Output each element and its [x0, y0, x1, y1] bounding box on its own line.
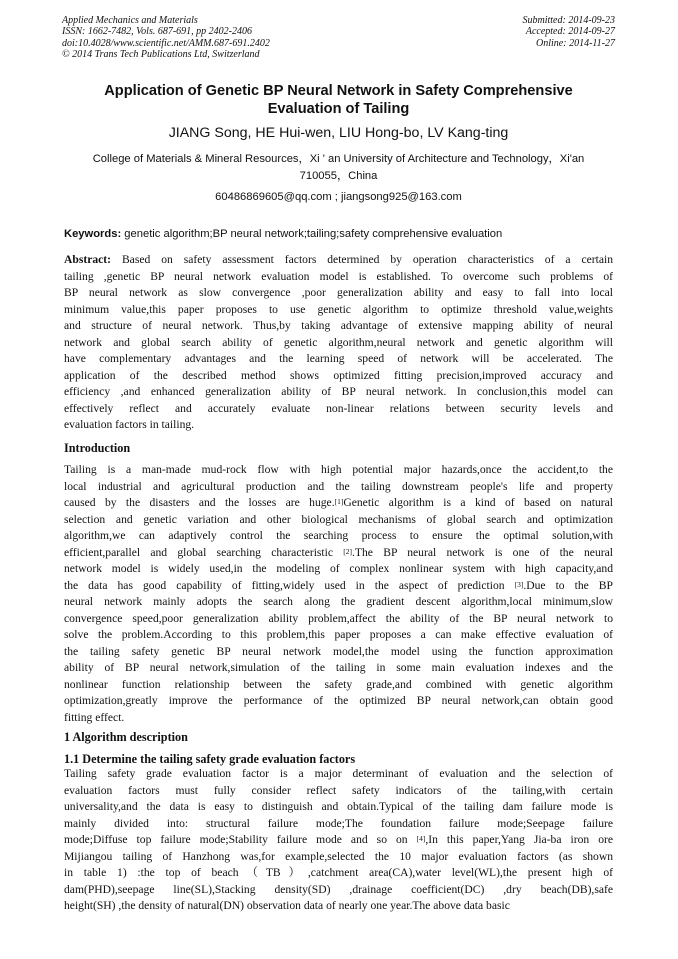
- citation-ref[interactable]: [1]: [334, 497, 344, 506]
- body-line: optimization,greatly improve the performance of the optimized BP neural network,can obtain good: [64, 694, 613, 707]
- body-line: height(SH) ,the density of natural(DN) observation data of nearly one year.The above data basic: [64, 899, 510, 912]
- authors: JIANG Song, HE Hui-wen, LIU Hong-bo, LV Kang-ting: [168, 125, 509, 141]
- abstract-text: Based on safety assessment factors determined by operation characteristics of a certain: [111, 253, 613, 266]
- abstract-line: effectively reflect and accurately evaluate non-linear relations between security levels and: [64, 401, 613, 415]
- body-text: .Due to the BP: [523, 578, 613, 592]
- accepted-date: Accepted: 2014-09-27: [525, 26, 615, 38]
- body-line: Tailing safety grade evaluation factor is a major determinant of evaluation and the selection of: [64, 767, 613, 780]
- introduction-heading: Introduction: [64, 441, 131, 455]
- journal-name: Applied Mechanics and Materials: [62, 15, 198, 26]
- keywords-text: genetic algorithm;BP neural network;tailing;safety comprehensive evaluation: [121, 228, 503, 240]
- body-line: Mijiangou tailing of Hanzhong was,for example,selected the 10 major evaluation factors (as shown: [64, 849, 613, 863]
- body-line: universality,and the data is easy to distinguish and obtain.Typical of the tailing dam failure mode is: [64, 800, 613, 813]
- issn-line: ISSN: 1662-7482, Vols. 687-691, pp 2402-2406: [62, 26, 252, 38]
- keywords: [64, 227, 617, 241]
- abstract-line: efficiency ,and enhanced generalization ability of BP neural network. In conclusion,this model can: [64, 385, 613, 398]
- dates-header: [523, 15, 616, 49]
- abstract-line: tailing ,genetic BP neural network evaluation model is established. To overcome such problems of: [64, 269, 613, 283]
- body-line: neural network mainly adopts the search along the gradient descent algorithm,local minimum,slow: [64, 595, 613, 608]
- title-line: Application of Genetic BP Neural Network in Safety Comprehensive: [104, 83, 573, 99]
- body-line: evaluation factors must fully consider reflect safety indicators of the tailing,with certain: [64, 783, 613, 797]
- online-date: Online: 2014-11-27: [536, 37, 615, 49]
- body-line: the tailing safety genetic BP neural network model,the model using the function approximation: [64, 644, 613, 658]
- body-text: caused by the disasters and the losses are huge.: [64, 496, 335, 509]
- body-line: mainly divided into: structural failure mode;The foundation failure mode;Seepage failure: [64, 816, 613, 830]
- abstract-line: have complementary advantages and the learning speed of network will be accelerated. The: [64, 352, 613, 365]
- author-emails: 60486869605@qq.com ; jiangsong925@163.com: [215, 191, 462, 203]
- citation-ref[interactable]: [2]: [343, 546, 353, 556]
- abstract-line: network and global search ability of genetic algorithm,neural network and genetic algorithm will: [64, 335, 613, 349]
- abstract-line: minimum value,this paper proposes to use genetic algorithm to optimize threshold value,weights: [64, 302, 613, 316]
- body-line: [64, 495, 613, 512]
- affiliation-line: College of Materials & Mineral Resources，Xi ' an University of Architecture and Technology，Xi'an: [92, 153, 585, 165]
- body-line: ability of BP neural network,simulation of the tailing in some main evaluation indexes and the: [64, 661, 613, 674]
- body-line: solve the problem.According to this problem,this paper proposes a can make effective evaluation of: [64, 628, 613, 641]
- body-text: Genetic algorithm is a kind of based on natural: [343, 496, 613, 509]
- body-line: nonlinear function relationship between the safety grade,and combined with genetic algorithm: [64, 677, 613, 691]
- body-line: dam(PHD),seepage line(SL),Stacking density(SD) ,drainage coefficient(DC) ,dry beach(DB),safe: [64, 882, 613, 896]
- body-line: local industrial and agricultural production and the tailing downstream people's life and property: [64, 479, 613, 493]
- citation-ref[interactable]: [3]: [514, 579, 524, 589]
- body-line: [64, 545, 613, 562]
- affiliation-line: 710055，China: [299, 169, 378, 182]
- copyright-line: © 2014 Trans Tech Publications Ltd, Switzerland: [62, 49, 260, 61]
- title-line: Evaluation of Tailing: [267, 101, 410, 117]
- abstract-line: BP neural network as slow convergence ,poor generalization ability and easy to fall into local: [64, 286, 613, 299]
- abstract: [64, 252, 613, 434]
- body-line: [64, 832, 613, 849]
- body-line: in table 1) :the top of beach（TB）,catchment area(CA),water level(WL),the present high of: [64, 866, 613, 879]
- body-text: .The BP neural network is one of the neural: [352, 545, 613, 559]
- body-text: mode;Diffuse top failure mode;Stability failure mode and so on: [64, 833, 417, 846]
- introduction-body: [64, 462, 613, 726]
- body-line: network model is widely used,in the modeling of complex nonlinear system with high capacity,and: [64, 562, 613, 575]
- keywords-label: Keywords:: [64, 228, 122, 240]
- abstract-line: application of the described method shows optimized fitting precision,improved accuracy and: [64, 368, 613, 382]
- subsection-heading: 1.1 Determine the tailing safety grade evaluation factors: [64, 752, 356, 766]
- body-line: Tailing is a man-made mud-rock flow with high potential major hazards,once the accident,to the: [64, 463, 613, 476]
- section-heading: 1 Algorithm description: [64, 730, 188, 744]
- abstract-line: evaluation factors in tailing.: [64, 418, 195, 431]
- abstract-line: and structure of neural network. Thus,by taking advantage of extensive mapping ability of neural: [64, 319, 613, 332]
- body-line: [64, 578, 613, 595]
- body-line: convergence speed,poor generalization ability problem,affect the ability of the BP neural network to: [64, 611, 613, 625]
- citation-ref[interactable]: [4]: [416, 834, 426, 843]
- body-line: fitting effect.: [64, 710, 125, 724]
- submitted-date: Submitted: 2014-09-23: [522, 15, 615, 26]
- body-text: the data has good capability of fitting,widely used in the aspect of prediction: [64, 578, 515, 592]
- affiliation: [62, 151, 615, 184]
- paper-title: [62, 82, 615, 118]
- doi-line: doi:10.4028/www.scientific.net/AMM.687-691.2402: [62, 37, 270, 49]
- abstract-label: Abstract:: [64, 253, 112, 266]
- body-text: efficient,parallel and global searching characteristic: [64, 545, 344, 559]
- body-line: selection and genetic variation and other biological mechanisms of global search and optimization: [64, 512, 613, 526]
- journal-header: [62, 15, 270, 61]
- abstract-line: [64, 252, 613, 269]
- body-text: ,In this paper,Yang Jia-ba iron ore: [425, 833, 613, 846]
- section1-body: [64, 766, 613, 915]
- body-line: algorithm,we can adaptively control the searching process to ensure the optimal solution,with: [64, 529, 613, 542]
